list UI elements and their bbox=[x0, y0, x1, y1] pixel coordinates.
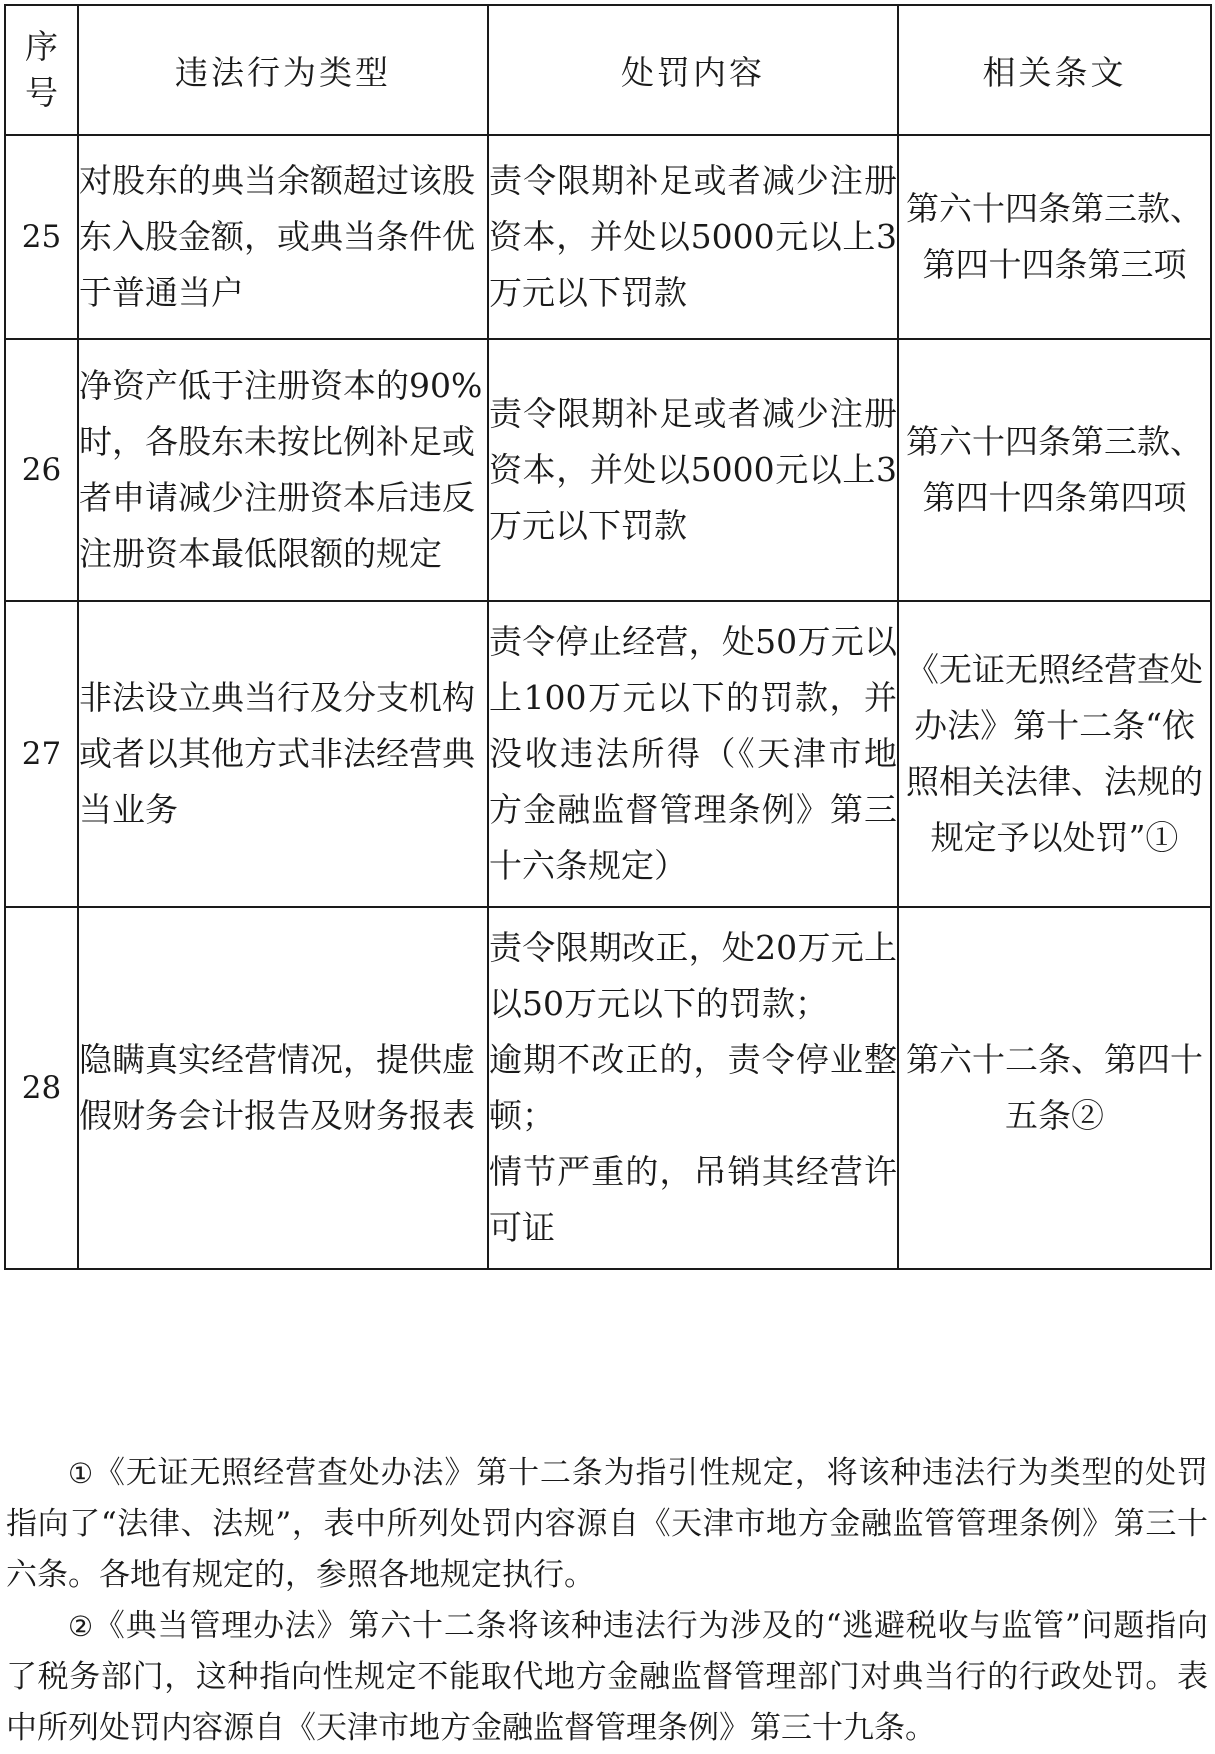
header-serial-number bbox=[5, 5, 78, 135]
penalty-line: 情节严重的，吊销其经营许可证 bbox=[489, 1152, 897, 1247]
row-number: 25 bbox=[5, 135, 78, 339]
table-header-row bbox=[5, 5, 1211, 135]
related-articles-cell: 《无证无照经营查处办法》第十二条“依照相关法律、法规的规定予以处罚”① bbox=[898, 601, 1211, 907]
penalty-line: 责令限期补足或者减少注册资本，并处以5000元以上3万元以下罚款 bbox=[489, 394, 897, 545]
penalty-cell bbox=[488, 601, 898, 907]
table-row bbox=[5, 601, 1211, 907]
row-number: 27 bbox=[5, 601, 78, 907]
footnote-text: 《无证无照经营查处办法》第十二条为指引性规定，将该种违法行为类型的处罚指向了“法律、法规”，表中所列处罚内容源自《天津市地方金融监管管理条例》第三十六条。各地有规定的，参照各地规定执行。 bbox=[6, 1455, 1209, 1593]
table-row bbox=[5, 135, 1211, 339]
header-serial-number-label: 序号 bbox=[25, 27, 58, 112]
violation-type-cell: 非法设立典当行及分支机构或者以其他方式非法经营典当业务 bbox=[78, 601, 488, 907]
penalty-line: 责令限期改正，处20万元上以50万元以下的罚款； bbox=[489, 928, 897, 1023]
related-articles-cell: 第六十二条、第四十五条② bbox=[898, 907, 1211, 1269]
penalty-cell bbox=[488, 135, 898, 339]
footnote bbox=[6, 1601, 1208, 1754]
footnote-text: 《典当管理办法》第六十二条将该种违法行为涉及的“逃避税收与监管”问题指向了税务部门，这种指向性规定不能取代地方金融监督管理部门对典当行的行政处罚。表中所列处罚内容源自《天津市地方金融监督管理条例》第三十九条。 bbox=[6, 1608, 1208, 1746]
footnote-marker: ② bbox=[68, 1610, 94, 1643]
header-related-articles: 相关条文 bbox=[898, 5, 1211, 135]
footnote bbox=[6, 1448, 1208, 1601]
penalty-cell bbox=[488, 907, 898, 1269]
table-row bbox=[5, 907, 1211, 1269]
header-violation-type: 违法行为类型 bbox=[78, 5, 488, 135]
footnote-marker: ① bbox=[68, 1457, 94, 1490]
penalty-line: 逾期不改正的，责令停业整顿； bbox=[489, 1040, 897, 1135]
header-penalty-content: 处罚内容 bbox=[488, 5, 898, 135]
penalty-line: 责令停止经营，处50万元以上100万元以下的罚款，并没收违法所得（《天津市地方金融监督管理条例》第三十六条规定） bbox=[489, 622, 897, 885]
related-articles-cell: 第六十四条第三款、第四十四条第三项 bbox=[898, 135, 1211, 339]
row-number: 26 bbox=[5, 339, 78, 601]
table-row bbox=[5, 339, 1211, 601]
violation-type-cell: 隐瞒真实经营情况，提供虚假财务会计报告及财务报表 bbox=[78, 907, 488, 1269]
violation-type-cell: 净资产低于注册资本的90%时，各股东未按比例补足或者申请减少注册资本后违反注册资本最低限额的规定 bbox=[78, 339, 488, 601]
penalty-table bbox=[4, 4, 1212, 1270]
violation-type-cell: 对股东的典当余额超过该股东入股金额，或典当条件优于普通当户 bbox=[78, 135, 488, 339]
related-articles-cell: 第六十四条第三款、第四十四条第四项 bbox=[898, 339, 1211, 601]
footnotes bbox=[6, 1448, 1208, 1754]
row-number: 28 bbox=[5, 907, 78, 1269]
penalty-cell bbox=[488, 339, 898, 601]
penalty-line: 责令限期补足或者减少注册资本，并处以5000元以上3万元以下罚款 bbox=[489, 161, 897, 312]
